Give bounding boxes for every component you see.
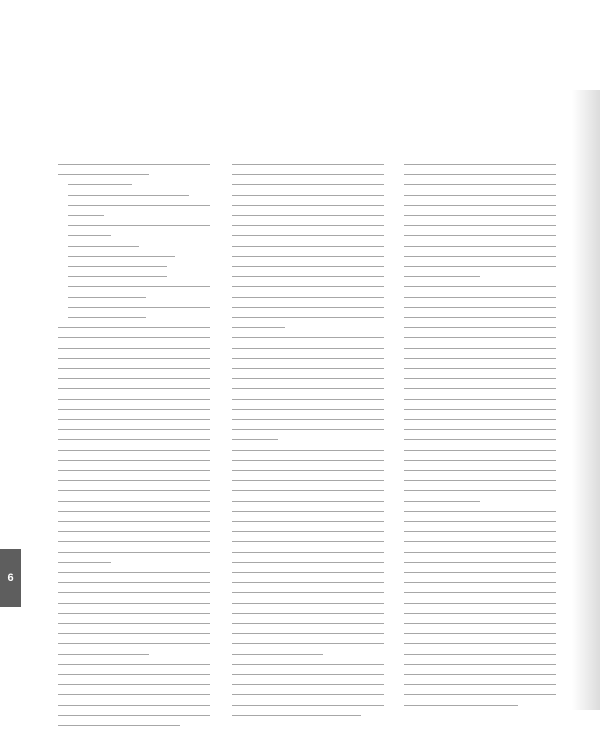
text-line <box>232 297 384 298</box>
text-line <box>232 582 384 583</box>
text-line <box>232 562 384 563</box>
text-line <box>232 388 384 389</box>
text-line <box>404 164 556 165</box>
text-line <box>232 276 384 277</box>
text-line <box>68 286 210 287</box>
text-line <box>58 378 210 379</box>
text-line <box>232 307 384 308</box>
text-line <box>68 297 146 298</box>
text-line <box>232 715 361 716</box>
page-number-tab <box>0 549 21 607</box>
text-line <box>58 643 210 644</box>
text-line <box>232 256 384 257</box>
text-line <box>404 348 556 349</box>
text-line <box>404 337 556 338</box>
text-line <box>68 317 146 318</box>
text-line <box>404 307 556 308</box>
text-line <box>404 511 556 512</box>
text-line <box>58 572 210 573</box>
text-line <box>58 582 210 583</box>
text-line <box>58 623 210 624</box>
text-line <box>404 266 556 267</box>
page-edge-shadow <box>572 90 600 710</box>
text-line <box>404 429 556 430</box>
text-line <box>404 490 556 491</box>
text-line <box>58 164 210 165</box>
text-line <box>68 266 167 267</box>
text-line <box>404 215 556 216</box>
text-line <box>404 592 556 593</box>
text-line <box>68 225 210 226</box>
text-line <box>58 358 210 359</box>
text-line <box>232 705 384 706</box>
text-line <box>58 531 210 532</box>
text-line <box>232 511 384 512</box>
text-line <box>58 409 210 410</box>
text-line <box>232 470 384 471</box>
text-line <box>58 460 210 461</box>
text-line <box>232 358 384 359</box>
text-line <box>232 480 384 481</box>
text-line <box>232 205 384 206</box>
text-line <box>404 664 556 665</box>
text-line <box>404 205 556 206</box>
text-line <box>404 276 480 277</box>
text-line <box>58 654 149 655</box>
text-line <box>58 470 210 471</box>
text-line <box>404 582 556 583</box>
text-line <box>58 552 210 553</box>
text-line <box>58 541 210 542</box>
text-line <box>68 195 189 196</box>
text-line <box>404 358 556 359</box>
text-line <box>404 603 556 604</box>
text-line <box>68 205 210 206</box>
text-line <box>404 286 556 287</box>
text-line <box>232 409 384 410</box>
text-line <box>58 705 210 706</box>
text-line <box>58 592 210 593</box>
text-line <box>58 684 210 685</box>
text-line <box>404 460 556 461</box>
text-line <box>58 511 210 512</box>
text-line <box>232 541 384 542</box>
text-line <box>232 521 384 522</box>
text-line <box>58 450 210 451</box>
text-line <box>58 725 180 726</box>
text-line <box>404 174 556 175</box>
text-line <box>58 603 210 604</box>
text-line <box>232 592 384 593</box>
text-line <box>58 613 210 614</box>
text-line <box>58 480 210 481</box>
text-line <box>232 378 384 379</box>
text-line <box>58 694 210 695</box>
text-line <box>232 327 285 328</box>
text-line <box>58 562 111 563</box>
text-line <box>404 674 556 675</box>
page-number: 6 <box>7 572 14 584</box>
text-line <box>404 654 556 655</box>
text-line <box>404 297 556 298</box>
text-line <box>232 174 384 175</box>
text-line <box>404 368 556 369</box>
text-line <box>404 562 556 563</box>
text-line <box>58 174 149 175</box>
text-line <box>404 541 556 542</box>
text-line <box>58 674 210 675</box>
text-line <box>404 225 556 226</box>
text-line <box>68 307 210 308</box>
text-line <box>232 552 384 553</box>
text-line <box>404 501 480 502</box>
text-line <box>232 246 384 247</box>
text-line <box>58 490 210 491</box>
text-line <box>232 184 384 185</box>
text-line <box>404 531 556 532</box>
text-line <box>232 460 384 461</box>
text-line <box>232 215 384 216</box>
text-line <box>58 439 210 440</box>
text-line <box>404 470 556 471</box>
text-line <box>404 684 556 685</box>
text-line <box>68 215 104 216</box>
text-column-right <box>404 164 556 724</box>
text-line <box>232 266 384 267</box>
text-line <box>404 521 556 522</box>
text-line <box>404 694 556 695</box>
text-line <box>58 501 210 502</box>
text-line <box>404 256 556 257</box>
text-line <box>404 327 556 328</box>
text-line <box>404 195 556 196</box>
text-line <box>232 633 384 634</box>
text-line <box>404 399 556 400</box>
text-line <box>232 429 384 430</box>
text-line <box>404 450 556 451</box>
text-line <box>404 552 556 553</box>
text-line <box>232 694 384 695</box>
text-line <box>232 684 384 685</box>
text-line <box>232 674 384 675</box>
text-line <box>404 439 556 440</box>
text-line <box>404 317 556 318</box>
text-line <box>58 419 210 420</box>
text-line <box>232 286 384 287</box>
text-line <box>58 348 210 349</box>
text-line <box>404 246 556 247</box>
text-line <box>232 348 384 349</box>
text-line <box>232 164 384 165</box>
text-line <box>232 368 384 369</box>
text-line <box>404 184 556 185</box>
text-line <box>232 613 384 614</box>
text-line <box>232 399 384 400</box>
text-line <box>232 572 384 573</box>
text-line <box>232 501 384 502</box>
text-line <box>58 327 210 328</box>
text-line <box>404 643 556 644</box>
text-line <box>68 246 139 247</box>
text-line <box>404 572 556 573</box>
text-line <box>58 388 210 389</box>
text-column-middle <box>232 164 384 724</box>
text-line <box>404 633 556 634</box>
text-line <box>58 368 210 369</box>
text-line <box>232 490 384 491</box>
text-line <box>404 613 556 614</box>
text-line <box>58 399 210 400</box>
text-line <box>232 623 384 624</box>
text-line <box>58 429 210 430</box>
text-line <box>58 337 210 338</box>
text-line <box>232 450 384 451</box>
text-line <box>232 439 278 440</box>
text-line <box>68 276 167 277</box>
text-line <box>232 654 323 655</box>
text-line <box>68 256 175 257</box>
text-line <box>404 623 556 624</box>
text-line <box>404 480 556 481</box>
text-line <box>58 715 210 716</box>
text-line <box>232 235 384 236</box>
text-line <box>404 419 556 420</box>
text-line <box>404 409 556 410</box>
text-line <box>68 235 111 236</box>
text-column-left <box>58 164 210 724</box>
text-line <box>232 225 384 226</box>
text-line <box>232 603 384 604</box>
text-line <box>232 337 384 338</box>
text-line <box>58 664 210 665</box>
text-line <box>404 388 556 389</box>
text-line <box>232 419 384 420</box>
text-line <box>404 378 556 379</box>
text-line <box>58 521 210 522</box>
text-line <box>232 531 384 532</box>
text-line <box>232 195 384 196</box>
text-line <box>232 317 384 318</box>
text-line <box>58 633 210 634</box>
text-line <box>68 184 132 185</box>
text-line <box>232 643 384 644</box>
text-line <box>404 235 556 236</box>
text-line <box>404 705 518 706</box>
text-line <box>232 664 384 665</box>
